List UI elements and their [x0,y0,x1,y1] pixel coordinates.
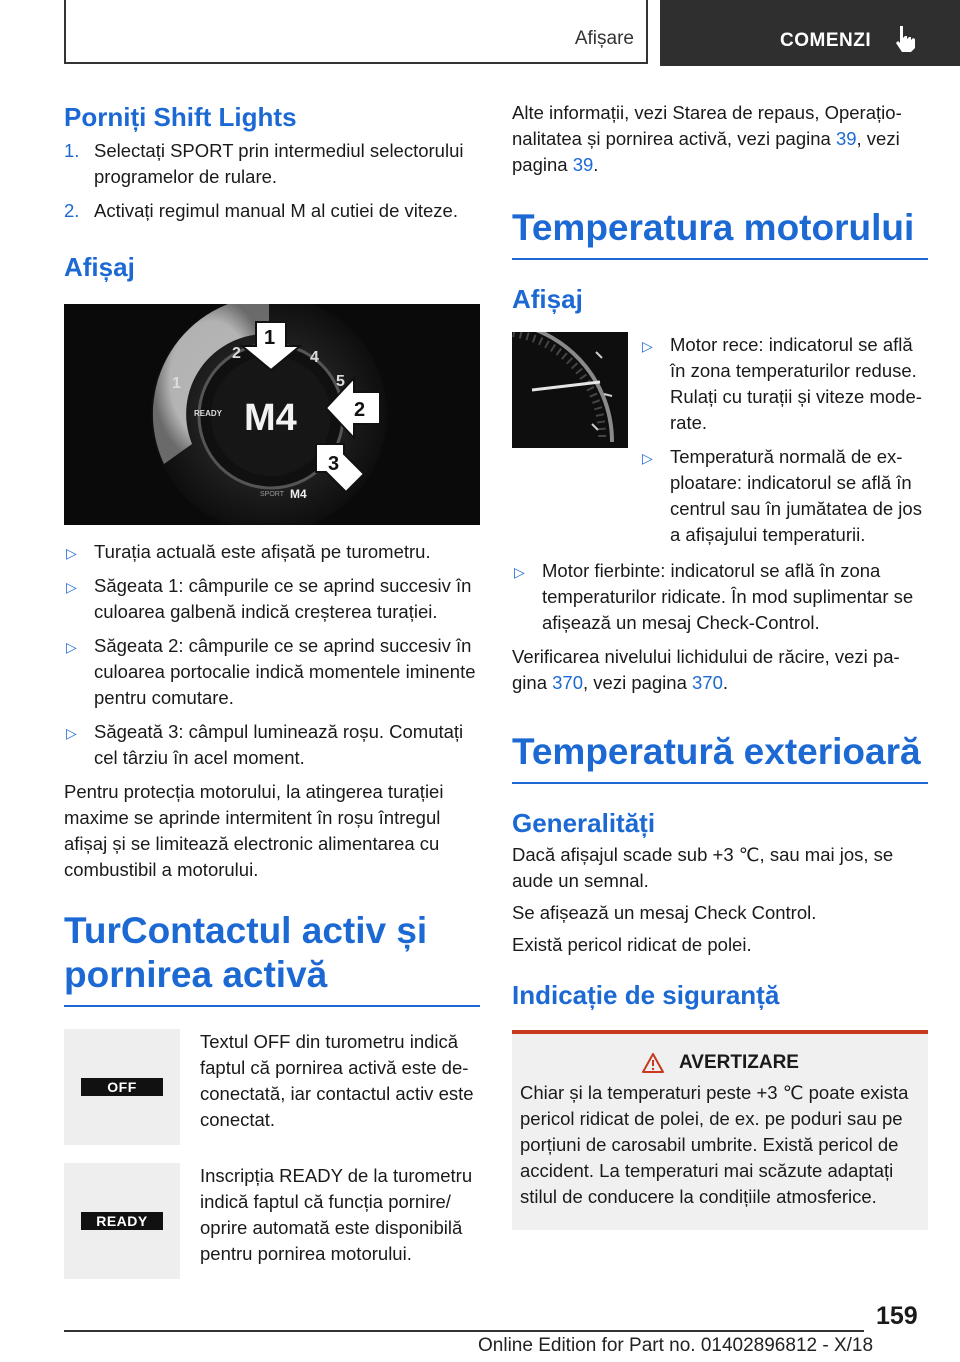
section-title-engine-display: Afișaj [512,284,583,314]
section-title-general: Generalități [512,808,656,838]
warning-title: AVERTIZARE [679,1052,799,1073]
tach-sport-gear: M4 [290,487,307,501]
off-indicator-image [64,1029,180,1145]
tach-digit-1: 1 [172,375,181,392]
warning-header [520,1052,920,1074]
header-section-box [64,0,648,64]
svg-text:3: 3 [328,453,340,475]
intro-paragraph: Alte informații, vezi Starea de repaus, Operaționalitatea și pornirea activă, vezi pagina 39, vezi pagina 39. [512,102,902,175]
outside-temp-p1: Dacă afișajul scade sub +3 ℃, sau mai jos, se aude un semnal. [512,844,894,891]
triangle-bullet-icon: ▷ [642,338,653,354]
engine-temp-row [512,332,928,556]
tach-ready-label: READY [194,409,223,418]
header-tab-label: COMENZI [780,30,872,51]
triangle-bullet-icon: ▷ [66,545,77,561]
page-number: 159 [876,1302,918,1330]
display-bullets [64,539,480,771]
svg-text:1: 1 [264,327,276,349]
list-item: ▷ Săgeata 2: câmpurile ce se aprind succesiv în culoarea portocalie indică momentele iminente pentru comutare. [66,635,476,708]
shift-lights-steps [64,138,480,224]
footer-divider [64,1330,864,1332]
list-item: ▷ Săgeată 3: câmpul luminează roșu. Comutați cel târziu în acel moment. [66,721,464,768]
triangle-bullet-icon: ▷ [642,450,653,466]
off-description: Textul OFF din turometru indică faptul că pornirea activă este deconectată, iar contactul activ este conectat. [200,1031,474,1130]
page-link[interactable]: 39 [572,154,594,175]
page-link[interactable]: 370 [692,672,723,693]
left-column [64,100,480,1297]
engine-hot-bullet [512,558,928,636]
hand-pointer-icon [892,24,922,54]
temperature-gauge-image [512,332,628,448]
list-item: ▷ Temperatură normală de exploatare: indicatorul se află în centrul sau în jumătatea de jos a afișajului temperaturii. [642,446,922,545]
section-title-shift-lights: Porniți Shift Lights [64,102,297,132]
tach-gear-label: M4 [244,397,297,439]
step-item: 1. Selectați SPORT prin intermediul selectorului programelor de rulare. [64,140,464,187]
page-link[interactable]: 39 [835,128,857,149]
outside-temp-p2: Se afișează un mesaj Check Control. [512,902,817,923]
warning-box [512,1030,928,1230]
status-row-off [64,1029,480,1145]
warning-text: Chiar și la temperaturi peste +3 ℃ poate exista pericol ridicat de polei, de ex. pe poduri sau pe porțiuni de carosabil umbrite. Există pericol de accident. La temperaturi mai scăzute adaptați stilul de conducere la condițiile atmosferice. [520,1082,909,1207]
section-title-turcontact: TurContactul activ și pornirea activă [64,909,480,1007]
list-item: ▷ Motor rece: indicatorul se află în zona temperaturilor reduse. Rulați cu turații și viteze moderate. [642,334,922,433]
list-item: ▷ Motor fierbinte: indicatorul se află în zona temperaturilor ridicate. În mod suplimentar se afișează un mesaj Check-Control. [514,560,914,633]
triangle-bullet-icon: ▷ [66,725,77,741]
section-title-engine-temp: Temperatura motorului [512,206,928,260]
step-item: 2. Activați regimul manual M al cutiei de viteze. [64,200,458,221]
display-paragraph: Pentru protecția motorului, la atingerea turației maxime se aprinde intermitent în roșu întregul afișaj și se limitează electronic alimentarea cu combustibil a motorului. [64,781,444,880]
header-tab-comenzi[interactable] [660,0,960,66]
list-item: ▷ Săgeata 1: câmpurile ce se aprind succesiv în culoarea galbenă indică creșterea turației. [66,575,472,622]
header-section-title: Afișare [574,28,634,49]
ready-description: Inscripția READY de la turometru indică faptul că funcția pornire/ oprire automată este disponibilă pentru pornirea motorului. [200,1165,473,1264]
temperature-gauge-illustration [512,332,628,448]
section-title-outside-temp: Temperatură exterioară [512,730,928,784]
outside-temp-p3: Există pericol ridicat de polei. [512,934,752,955]
ready-badge: READY [81,1212,163,1230]
triangle-bullet-icon: ▷ [66,579,77,595]
tachometer-illustration [64,304,480,525]
status-icon-list [64,1029,480,1279]
section-title-display: Afișaj [64,252,135,282]
svg-text:2: 2 [354,399,366,421]
coolant-paragraph: Verificarea nivelului lichidului de răcire, vezi pagina 370, vezi pagina 370. [512,646,900,693]
page-link[interactable]: 370 [552,672,583,693]
tach-sport-label: SPORT [260,491,284,498]
section-title-safety: Indicație de siguranță [512,980,780,1010]
right-column [512,100,928,1230]
triangle-bullet-icon: ▷ [66,639,77,655]
tachometer-image [64,304,480,525]
status-row-ready [64,1163,480,1279]
warning-triangle-icon [641,1052,665,1074]
off-badge: OFF [81,1078,163,1096]
footer-edition: Online Edition for Part no. 01402896812 - X/18 [478,1335,874,1356]
triangle-bullet-icon: ▷ [514,564,525,580]
engine-temp-bullets [628,332,928,556]
ready-indicator-image [64,1163,180,1279]
tach-digit-4: 4 [310,349,319,366]
tach-digit-2: 2 [232,345,241,362]
tach-digit-5: 5 [336,373,345,390]
list-item: ▷ Turația actuală este afișată pe turometru. [64,539,480,565]
